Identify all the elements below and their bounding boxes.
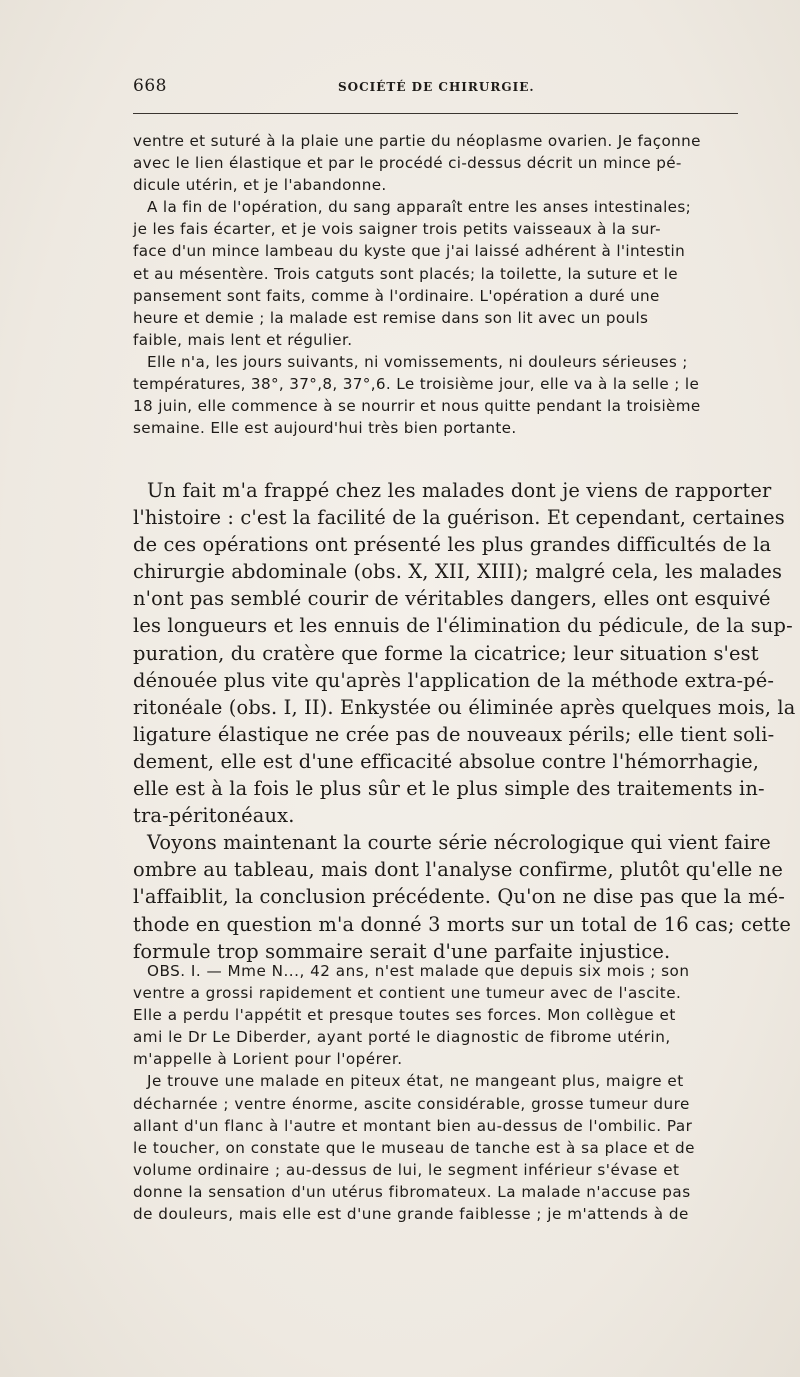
paragraph: [133, 960, 739, 1070]
text-line: les longueurs et les ennuis de l'élimination du pédicule, de la sup-: [133, 614, 793, 638]
discussion: [133, 477, 796, 965]
text-line: Elle n'a, les jours suivants, ni vomissements, ni douleurs sérieuses ;: [147, 352, 688, 371]
text-line: m'appelle à Lorient pour l'opérer.: [133, 1050, 403, 1069]
text-line: ventre a grossi rapidement et contient une tumeur avec de l'ascite.: [133, 984, 682, 1003]
text-line: face d'un mince lambeau du kyste que j'ai laissé adhérent à l'intestin: [133, 242, 686, 261]
text-line: volume ordinaire ; au-dessus de lui, le segment inférieur s'évase et: [133, 1160, 680, 1179]
case-continuation: [133, 130, 739, 439]
text-line: n'ont pas semblé courir de véritables dangers, elles ont esquivé: [133, 587, 771, 611]
text-line: températures, 38°, 37°,8, 37°,6. Le troisième jour, elle va à la selle ; le: [133, 375, 700, 394]
text-line: tra-péritonéaux.: [133, 804, 295, 828]
text-line: je les fais écarter, et je vois saigner trois petits vaisseaux à la sur-: [133, 220, 662, 239]
text-line: décharnée ; ventre énorme, ascite considérable, grosse tumeur dure: [133, 1094, 690, 1113]
text-line: semaine. Elle est aujourd'hui très bien portante.: [133, 419, 517, 438]
text-line: donne la sensation d'un utérus fibromateux. La malade n'accuse pas: [133, 1182, 691, 1201]
paragraph: [133, 196, 739, 351]
text-line: A la fin de l'opération, du sang apparaît entre les anses intestinales;: [147, 198, 692, 217]
paragraph: [133, 130, 739, 196]
text-line: Un fait m'a frappé chez les malades dont je viens de rapporter: [147, 479, 772, 502]
text-line: et au mésentère. Trois catguts sont placés; la toilette, la suture et le: [133, 264, 678, 283]
text-line: chirurgie abdominale (obs. X, XII, XIII); malgré cela, les malades: [133, 560, 783, 584]
observation: [133, 960, 739, 1225]
text-line: heure et demie ; la malade est remise dans son lit avec un pouls: [133, 308, 649, 327]
paragraph: [133, 477, 796, 829]
text-line: l'affaiblit, la conclusion précédente. Qu'on ne dise pas que la mé-: [133, 885, 785, 909]
text-line: de douleurs, mais elle est d'une grande faiblesse ; je m'attends à de: [133, 1205, 689, 1224]
text-line: thode en question m'a donné 3 morts sur un total de 16 cas; cette: [133, 912, 791, 936]
text-line: avec le lien élastique et par le procédé ci-dessus décrit un mince pé-: [133, 154, 682, 173]
text-line: dénouée plus vite qu'après l'application de la méthode extra-pé-: [133, 668, 775, 692]
text-line: l'histoire : c'est la facilité de la guérison. Et cependant, certaines: [133, 506, 785, 530]
text-line: ligature élastique ne crée pas de nouveaux périls; elle tient soli-: [133, 722, 775, 746]
text-line: de ces opérations ont présenté les plus grandes difficultés de la: [133, 533, 772, 557]
text-line: formule trop sommaire serait d'une parfaite injustice.: [133, 939, 671, 963]
text-line: elle est à la fois le plus sûr et le plus simple des traitements in-: [133, 777, 765, 801]
text-line: OBS. I. — Mme N..., 42 ans, n'est malade que depuis six mois ; son: [147, 962, 690, 980]
page-number: 668: [133, 76, 167, 96]
paragraph: [133, 1070, 739, 1225]
text-line: Voyons maintenant la courte série nécrologique qui vient faire: [147, 831, 771, 855]
text-line: puration, du cratère que forme la cicatrice; leur situation s'est: [133, 641, 759, 665]
paragraph: [133, 829, 791, 964]
text-line: ombre au tableau, mais dont l'analyse confirme, plutôt qu'elle ne: [133, 858, 783, 882]
text-line: ventre et suturé à la plaie une partie du néoplasme ovarien. Je façonne: [133, 132, 701, 150]
text-line: dicule utérin, et je l'abandonne.: [133, 176, 387, 195]
text-line: faible, mais lent et régulier.: [133, 330, 353, 349]
text-line: 18 juin, elle commence à se nourrir et nous quitte pendant la troisième: [133, 397, 701, 416]
text-line: le toucher, on constate que le museau de tanche est à sa place et de: [133, 1138, 695, 1157]
header-rule: [133, 113, 738, 114]
paragraph: [133, 351, 739, 439]
text-line: pansement sont faits, comme à l'ordinaire. L'opération a duré une: [133, 286, 660, 305]
text-line: Je trouve une malade en piteux état, ne mangeant plus, maigre et: [147, 1072, 684, 1091]
text-line: ami le Dr Le Diberder, ayant porté le diagnostic de fibrome utérin,: [133, 1028, 671, 1047]
text-line: ritonéale (obs. I, II). Enkystée ou éliminée après quelques mois, la: [133, 695, 796, 719]
text-line: Elle a perdu l'appétit et presque toutes ses forces. Mon collègue et: [133, 1006, 676, 1025]
text-line: allant d'un flanc à l'autre et montant bien au-dessus de l'ombilic. Par: [133, 1116, 693, 1135]
page-header: [133, 76, 738, 102]
running-head: SOCIÉTÉ DE CHIRURGIE.: [338, 80, 535, 94]
text-line: dement, elle est d'une efficacité absolue contre l'hémorrhagie,: [133, 749, 760, 773]
